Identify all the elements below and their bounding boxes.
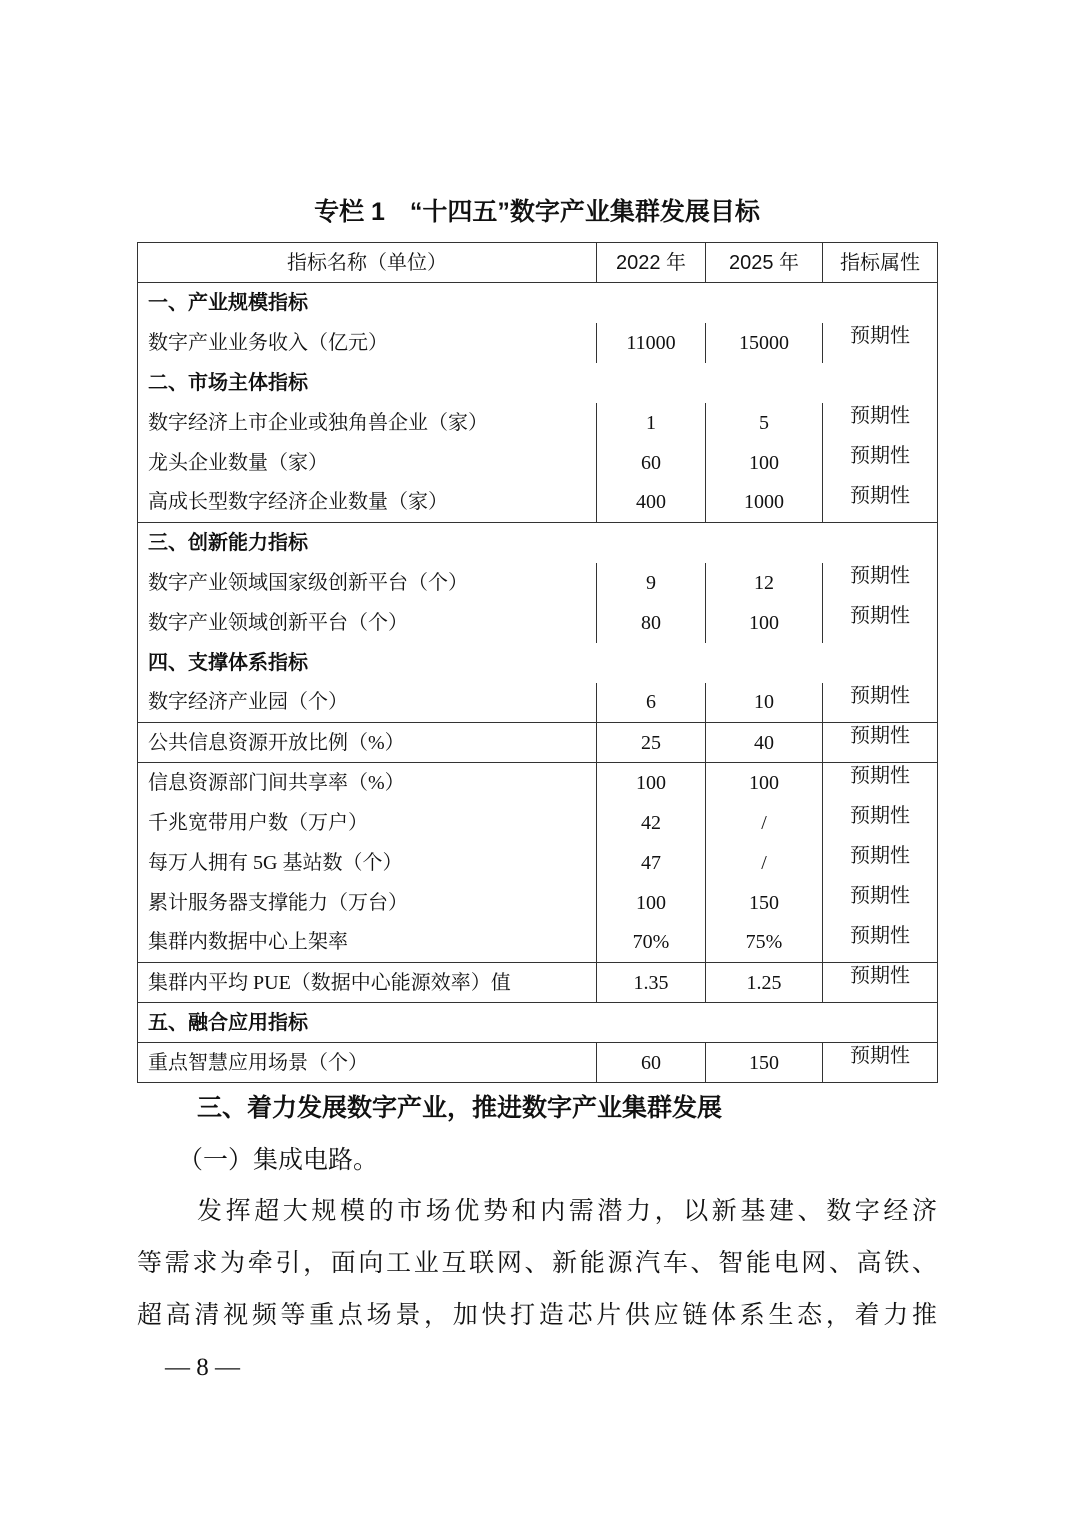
table-body xyxy=(138,243,938,1083)
value-2022: 25 xyxy=(597,723,706,763)
table-row xyxy=(138,963,938,1003)
indicator-attribute: 预期性 xyxy=(823,683,938,723)
table-row xyxy=(138,483,938,523)
targets-table xyxy=(137,242,938,1083)
table-row xyxy=(138,763,938,803)
value-2022: 1 xyxy=(597,403,706,443)
indicator-attribute: 预期性 xyxy=(823,963,938,1003)
indicator-attribute: 预期性 xyxy=(823,443,938,483)
subsection-heading: （一）集成电路。 xyxy=(178,1147,379,1174)
paragraph-line: 超高清视频等重点场景，加快打造芯片供应链体系生态，着力推 xyxy=(137,1302,937,1329)
value-2022: 80 xyxy=(597,603,706,643)
table-row xyxy=(138,403,938,443)
column-header: 指标名称（单位） xyxy=(138,243,597,283)
section-heading: 三、着力发展数字产业，推进数字产业集群发展 xyxy=(197,1094,723,1122)
table-row xyxy=(138,843,938,883)
column-header: 2025 年 xyxy=(706,243,823,283)
table-row xyxy=(138,803,938,843)
value-2022: 47 xyxy=(597,843,706,883)
indicator-name: 集群内平均 PUE（数据中心能源效率）值 xyxy=(138,963,597,1003)
indicator-attribute: 预期性 xyxy=(823,803,938,843)
indicator-name: 数字产业领域创新平台（个） xyxy=(138,603,597,643)
value-2025: 150 xyxy=(706,1043,823,1083)
indicator-name: 信息资源部门间共享率（%） xyxy=(138,763,597,803)
table-row xyxy=(138,923,938,963)
table-row xyxy=(138,1043,938,1083)
paragraph-line: 发挥超大规模的市场优势和内需潜力，以新基建、数字经济 xyxy=(197,1198,937,1225)
table-row xyxy=(138,563,938,603)
value-2025: 100 xyxy=(706,763,823,803)
section-title: 三、创新能力指标 xyxy=(138,523,938,563)
value-2022: 100 xyxy=(597,883,706,923)
section-row xyxy=(138,1003,938,1043)
table-row xyxy=(138,323,938,363)
section-row xyxy=(138,283,938,323)
section-row xyxy=(138,643,938,683)
table-row xyxy=(138,723,938,763)
indicator-name: 高成长型数字经济企业数量（家） xyxy=(138,483,597,523)
indicator-attribute: 预期性 xyxy=(823,603,938,643)
value-2022: 1.35 xyxy=(597,963,706,1003)
indicator-attribute: 预期性 xyxy=(823,403,938,443)
column-header: 2022 年 xyxy=(597,243,706,283)
page-number: — 8 — xyxy=(165,1354,240,1381)
value-2025: 40 xyxy=(706,723,823,763)
indicator-name: 数字产业业务收入（亿元） xyxy=(138,323,597,363)
indicator-name: 集群内数据中心上架率 xyxy=(138,923,597,963)
indicator-attribute: 预期性 xyxy=(823,323,938,363)
column-header: 指标属性 xyxy=(823,243,938,283)
value-2022: 400 xyxy=(597,483,706,523)
value-2025: 12 xyxy=(706,563,823,603)
value-2022: 60 xyxy=(597,443,706,483)
table-header-row xyxy=(138,243,938,283)
indicator-attribute: 预期性 xyxy=(823,563,938,603)
value-2025: 150 xyxy=(706,883,823,923)
indicator-attribute: 预期性 xyxy=(823,883,938,923)
value-2025: 100 xyxy=(706,443,823,483)
table-row xyxy=(138,443,938,483)
indicator-name: 每万人拥有 5G 基站数（个） xyxy=(138,843,597,883)
value-2022: 70% xyxy=(597,923,706,963)
value-2025: 1000 xyxy=(706,483,823,523)
table-row xyxy=(138,603,938,643)
indicator-name: 重点智慧应用场景（个） xyxy=(138,1043,597,1083)
section-title: 一、产业规模指标 xyxy=(138,283,938,323)
indicator-attribute: 预期性 xyxy=(823,843,938,883)
table-row xyxy=(138,883,938,923)
indicator-name: 千兆宽带用户数（万户） xyxy=(138,803,597,843)
section-title: 四、支撑体系指标 xyxy=(138,643,938,683)
value-2022: 42 xyxy=(597,803,706,843)
table-title: 专栏 1 “十四五”数字产业集群发展目标 xyxy=(314,198,760,226)
value-2025: 15000 xyxy=(706,323,823,363)
value-2022: 11000 xyxy=(597,323,706,363)
value-2025: 10 xyxy=(706,683,823,723)
section-title: 二、市场主体指标 xyxy=(138,363,938,403)
indicator-name: 龙头企业数量（家） xyxy=(138,443,597,483)
value-2025: 5 xyxy=(706,403,823,443)
value-2025: / xyxy=(706,843,823,883)
value-2022: 6 xyxy=(597,683,706,723)
value-2022: 100 xyxy=(597,763,706,803)
section-title: 五、融合应用指标 xyxy=(138,1003,938,1043)
indicator-name: 数字产业领域国家级创新平台（个） xyxy=(138,563,597,603)
indicator-name: 数字经济上市企业或独角兽企业（家） xyxy=(138,403,597,443)
value-2025: 75% xyxy=(706,923,823,963)
indicator-attribute: 预期性 xyxy=(823,923,938,963)
value-2025: 1.25 xyxy=(706,963,823,1003)
paragraph-line: 等需求为牵引，面向工业互联网、新能源汽车、智能电网、高铁、 xyxy=(137,1250,937,1277)
section-row xyxy=(138,523,938,563)
table-row xyxy=(138,683,938,723)
indicator-name: 公共信息资源开放比例（%） xyxy=(138,723,597,763)
value-2022: 60 xyxy=(597,1043,706,1083)
indicator-attribute: 预期性 xyxy=(823,723,938,763)
indicator-attribute: 预期性 xyxy=(823,483,938,523)
section-row xyxy=(138,363,938,403)
body-paragraph xyxy=(137,1186,937,1342)
value-2025: 100 xyxy=(706,603,823,643)
indicator-attribute: 预期性 xyxy=(823,763,938,803)
indicator-name: 累计服务器支撑能力（万台） xyxy=(138,883,597,923)
value-2025: / xyxy=(706,803,823,843)
indicator-attribute: 预期性 xyxy=(823,1043,938,1083)
value-2022: 9 xyxy=(597,563,706,603)
indicator-name: 数字经济产业园（个） xyxy=(138,683,597,723)
